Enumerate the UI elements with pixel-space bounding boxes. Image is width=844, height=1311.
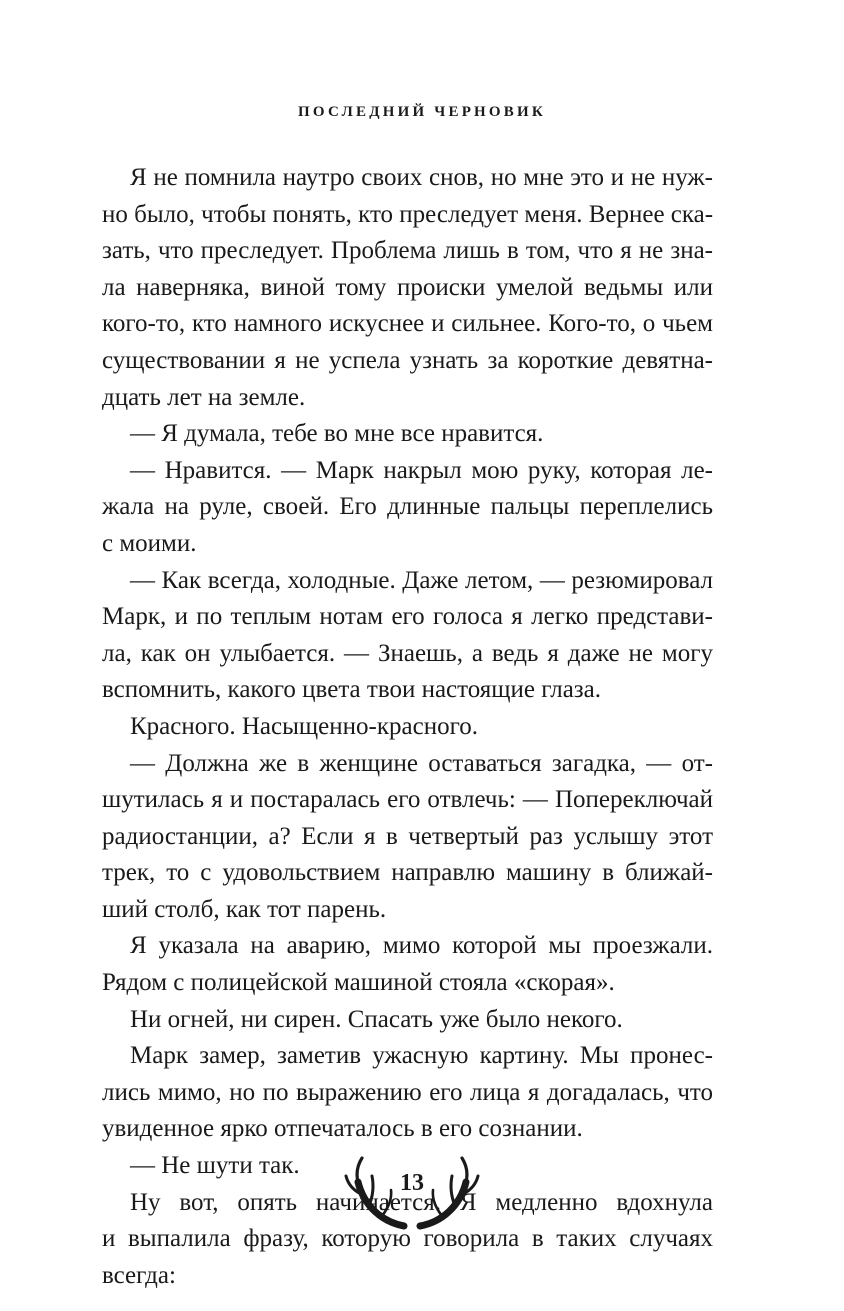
text-line: — Как всегда, холодные. Даже летом, — резюмировал [130, 566, 713, 594]
text-line: всегда: [102, 1261, 176, 1289]
page-number: 13 [400, 1170, 424, 1196]
text-line: ла, как он улыбается. — Знаешь, а ведь я даже не могу [102, 639, 713, 667]
text-line: и выпалила фразу, которую говорила в таких случаях [102, 1225, 713, 1253]
text-line: кого-то, кто намного искуснее и сильнее. Кого-то, о чьем [102, 310, 713, 338]
text-line: шутилась я и постаралась его отвлечь: — Попереключай [102, 786, 713, 814]
text-line: Марк, и по теплым нотам его голоса я легко представи- [102, 603, 713, 631]
text-line: существовании я не успела узнать за короткие девятна- [102, 346, 713, 374]
text-line: но было, чтобы понять, кто преследует меня. Вернее ска- [102, 200, 714, 228]
text-line: с моими. [102, 529, 197, 557]
text-line: Рядом с полицейской машиной стояла «скорая». [102, 969, 615, 997]
body-text [102, 160, 713, 1294]
text-line: — Я думала, тебе во мне все нравится. [130, 420, 544, 448]
text-line: ла наверняка, виной тому происки умелой ведьмы или [102, 273, 713, 301]
text-line: радиостанции, а? Если я в четвертый раз услышу этот [102, 822, 713, 850]
text-line: Ну вот, опять начинается. Я медленно вдохнула [130, 1188, 713, 1216]
text-line: дцать лет на земле. [102, 383, 306, 411]
text-line: вспомнить, какого цвета твои настоящие глаза. [102, 676, 602, 704]
text-line: трек, то с удовольствием направлю машину в ближай- [102, 859, 713, 887]
text-line: зать, что преследует. Проблема лишь в том, что я не зна- [102, 237, 713, 265]
text-line: — Не шути так. [130, 1152, 300, 1180]
text-line: Красного. Насыщенно-красного. [130, 712, 478, 740]
text-line: Ни огней, ни сирен. Спасать уже было некого. [130, 1005, 623, 1033]
text-line: увиденное ярко отпечаталось в его сознании. [102, 1115, 583, 1143]
text-line: ший столб, как тот парень. [102, 895, 387, 923]
text-line: — Должна же в женщине оставаться загадка, — от- [130, 749, 713, 777]
page-folio [342, 1156, 482, 1234]
text-line: лись мимо, но по выражению его лица я догадалась, что [102, 1078, 713, 1106]
text-line: Марк замер, заметив ужасную картину. Мы пронес- [130, 1042, 713, 1070]
text-line: — Нравится. — Марк накрыл мою руку, которая ле- [130, 456, 713, 484]
running-head: ПОСЛЕДНИЙ ЧЕРНОВИК [298, 104, 546, 120]
text-line: жала на руле, своей. Его длинные пальцы переплелись [102, 493, 713, 521]
text-line: Я указала на аварию, мимо которой мы проезжали. [130, 932, 713, 960]
text-line: Я не помнила наутро своих снов, но мне это и не нуж- [130, 164, 713, 191]
